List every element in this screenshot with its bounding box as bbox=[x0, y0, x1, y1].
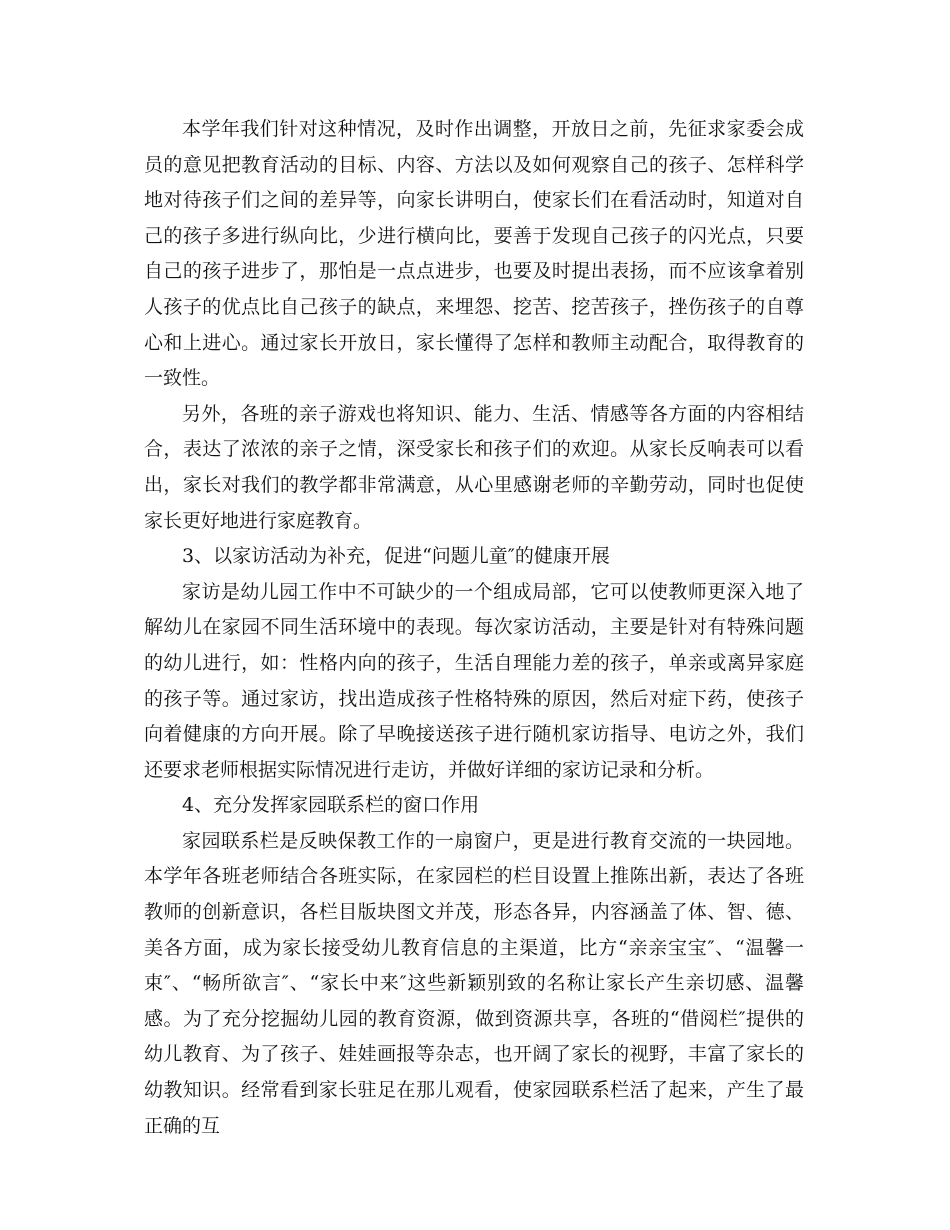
paragraph-open-day-adjustment: 本学年我们针对这种情况，及时作出调整，开放日之前，先征求家委会成员的意见把教育活动的目标、内容、方法以及如何观察自己的孩子、怎样科学地对待孩子们之间的差异等，向家长讲明白，使家长们在看活动时，知道对自己的孩子多进行纵向比，少进行横向比，要善于发现自己孩子的闪光点，只要自己的孩子进步了，那怕是一点点进步，也要及时提出表扬，而不应该拿着别人孩子的优点比自己孩子的缺点，来埋怨、挖苦、挖苦孩子，挫伤孩子的自尊心和上进心。通过家长开放日，家长懂得了怎样和教师主动配合，取得教育的一致性。 bbox=[144, 118, 804, 390]
paragraph-parent-child-games: 另外，各班的亲子游戏也将知识、能力、生活、情感等各方面的内容相结合，表达了浓浓的亲子之情，深受家长和孩子们的欢迎。从家长反响表可以看出，家长对我们的教学都非常满意，从心里感谢老师的辛勤劳动，同时也促使家长更好地进行家庭教育。 bbox=[144, 402, 804, 532]
paragraph-contact-board: 家园联系栏是反映保教工作的一扇窗户，更是进行教育交流的一块园地。本学年各班老师结合各班实际，在家园栏的栏目设置上推陈出新，表达了各班教师的创新意识，各栏目版块图文并茂，形态各异，内容涵盖了体、智、德、美各方面，成为家长接受幼儿教育信息的主渠道，比方“亲亲宝宝″、“温馨一束″、“畅所欲言″、“家长中来″这些新颖别致的名称让家长产生亲切感、温馨感。为了充分挖掘幼儿园的教育资源，做到资源共享，各班的“借阅栏″提供的幼儿教育、为了孩子、娃娃画报等杂志，也开阔了家长的视野，丰富了家长的幼教知识。经常看到家长驻足在那儿观看，使家园联系栏活了起来，产生了最正确的互 bbox=[144, 829, 804, 1137]
section-heading-home-visits: 3、以家访活动为补充，促进“问题儿童″的健康开展 bbox=[182, 545, 610, 568]
paragraph-home-visits: 家访是幼儿园工作中不可缺少的一个组成局部，它可以使教师更深入地了解幼儿在家园不同生活环境中的表现。每次家访活动，主要是针对有特殊问题的幼儿进行，如：性格内向的孩子，生活自理能力差的孩子，单亲或离异家庭的孩子等。通过家访，找出造成孩子性格特殊的原因，然后对症下药，使孩子向着健康的方向开展。除了早晚接送孩子进行随机家访指导、电访之外，我们还要求老师根据实际情况进行走访，并做好详细的家访记录和分析。 bbox=[144, 580, 804, 781]
section-heading-contact-board: 4、充分发挥家园联系栏的窗口作用 bbox=[182, 794, 480, 817]
document-body bbox=[144, 112, 804, 1144]
